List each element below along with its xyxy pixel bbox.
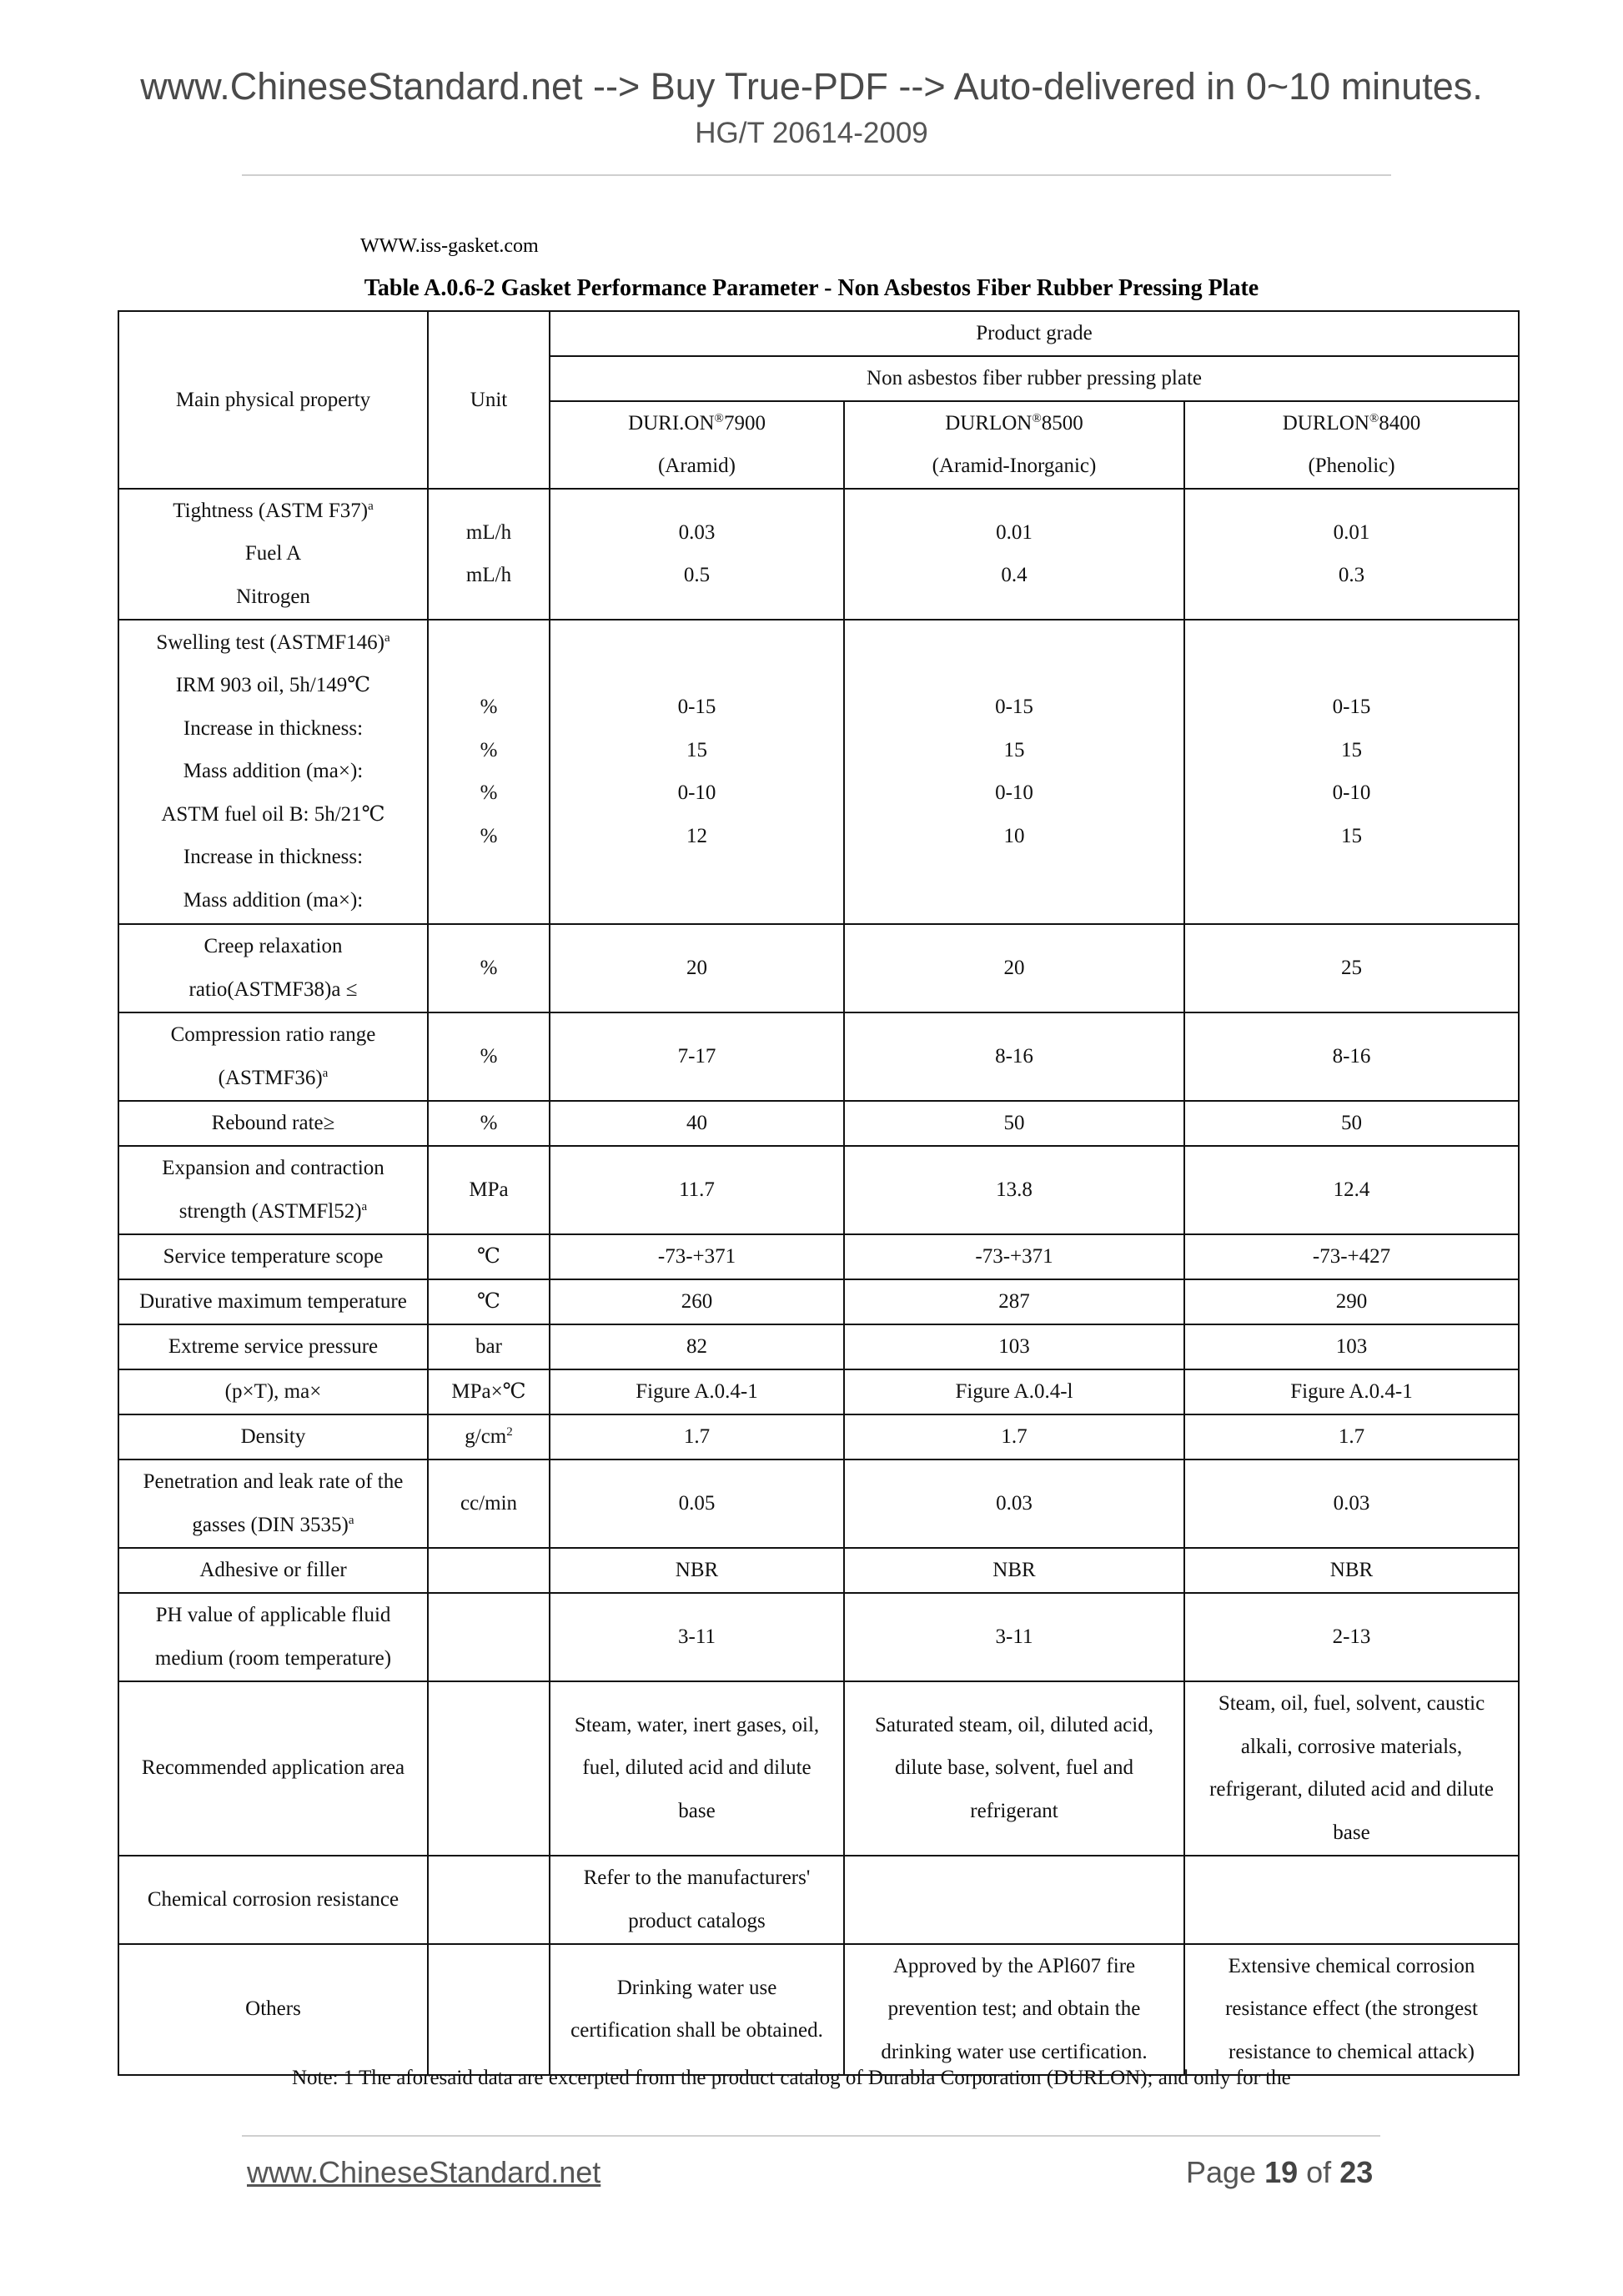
table-row (118, 1324, 1519, 1369)
grade-8500: DURLON®8500 (Aramid-Inorganic) (844, 401, 1184, 489)
table-row (118, 1681, 1519, 1856)
grade-7900: DURI.ON®7900 (Aramid) (550, 401, 844, 489)
penetration-7900: 0.05 (550, 1459, 844, 1548)
table-row (118, 620, 1519, 924)
density-unit: $g/cm^2$ (428, 1414, 550, 1459)
table-row (118, 924, 1519, 1012)
tightness-8400: 0.01 0.3 (1184, 489, 1519, 620)
expansion-8500: 13.8 (844, 1146, 1184, 1234)
tightness-unit: mL/h mL/h (428, 489, 550, 620)
density-7900: 1.7 (550, 1414, 844, 1459)
penetration-8500: 0.03 (844, 1459, 1184, 1548)
table-row (118, 489, 1519, 620)
website-label: WWW.iss-gasket.com (360, 235, 539, 257)
page-indicator: Page 19 of 23 (1186, 2155, 1374, 2189)
application-8400: Steam, oil, fuel, solvent, caustic alkali, corrosive materials, refrigerant, diluted acid and dilute base (1184, 1681, 1519, 1856)
durative-temp-label: Durative maximum temperature (118, 1279, 428, 1324)
ph-8500: 3-11 (844, 1593, 1184, 1681)
pxt-unit: MPa×℃ (428, 1369, 550, 1414)
others-label: Others (118, 1944, 428, 2075)
table-row (118, 1101, 1519, 1146)
table-row (118, 1146, 1519, 1234)
swelling-8400: 0-15 15 0-10 15 (1184, 620, 1519, 924)
penetration-unit: cc/min (428, 1459, 550, 1548)
swelling-8500: 0-15 15 0-10 10 (844, 620, 1184, 924)
chemical-7900: Refer to the manufacturers' product catalogs (550, 1856, 844, 1944)
rebound-8500: 50 (844, 1101, 1184, 1146)
footer-link[interactable]: www.ChineseStandard.net (247, 2155, 601, 2189)
density-8500: 1.7 (844, 1414, 1184, 1459)
pxt-8500: Figure A.0.4-l (844, 1369, 1184, 1414)
table-note: Note: 1 The aforesaid data are excerpted from the product catalog of Durabla Corporation (DURLON); and only for the (292, 2067, 1291, 2089)
rebound-7900: 40 (550, 1101, 844, 1146)
header-main-property: Main physical property (118, 311, 428, 489)
service-temp-unit: ℃ (428, 1234, 550, 1279)
standard-code: HG/T 20614-2009 (695, 117, 928, 149)
service-temp-label: Service temperature scope (118, 1234, 428, 1279)
table-row (118, 1414, 1519, 1459)
pressure-8400: 103 (1184, 1324, 1519, 1369)
durative-temp-8500: 287 (844, 1279, 1184, 1324)
tightness-8500: 0.01 0.4 (844, 489, 1184, 620)
grade-8400: DURLON®8400 (Phenolic) (1184, 401, 1519, 489)
compression-7900: 7-17 (550, 1012, 844, 1101)
table-row (118, 1459, 1519, 1548)
pxt-7900: Figure A.0.4-1 (550, 1369, 844, 1414)
table-row (118, 1593, 1519, 1681)
durative-temp-8400: 290 (1184, 1279, 1519, 1324)
pressure-7900: 82 (550, 1324, 844, 1369)
header-material: Non asbestos fiber rubber pressing plate (550, 356, 1519, 401)
table-row (118, 1856, 1519, 1944)
table-row (118, 1234, 1519, 1279)
tightness-label: Tightness (ASTM F37)$^a$ Fuel A Nitrogen (118, 489, 428, 620)
creep-7900: 20 (550, 924, 844, 1012)
rebound-label: Rebound rate≥ (118, 1101, 428, 1146)
adhesive-7900: NBR (550, 1548, 844, 1593)
creep-label: Creep relaxation ratio(ASTMF38)a ≤ (118, 924, 428, 1012)
table-row (118, 1279, 1519, 1324)
application-label: Recommended application area (118, 1681, 428, 1856)
rebound-8400: 50 (1184, 1101, 1519, 1146)
header-divider (242, 174, 1391, 176)
creep-unit: % (428, 924, 550, 1012)
compression-unit: % (428, 1012, 550, 1101)
table-row (118, 1012, 1519, 1101)
service-temp-8400: -73-+427 (1184, 1234, 1519, 1279)
pressure-unit: bar (428, 1324, 550, 1369)
pressure-8500: 103 (844, 1324, 1184, 1369)
chemical-label: Chemical corrosion resistance (118, 1856, 428, 1944)
ph-label: PH value of applicable fluid medium (room temperature) (118, 1593, 428, 1681)
adhesive-8400: NBR (1184, 1548, 1519, 1593)
application-8500: Saturated steam, oil, diluted acid, dilute base, solvent, fuel and refrigerant (844, 1681, 1184, 1856)
table-title: Table A.0.6-2 Gasket Performance Parameter - Non Asbestos Fiber Rubber Pressing Plate (364, 275, 1259, 301)
adhesive-8500: NBR (844, 1548, 1184, 1593)
expansion-label: Expansion and contraction strength (ASTMFl52)$^a$ (118, 1146, 428, 1234)
ph-8400: 2-13 (1184, 1593, 1519, 1681)
penetration-8400: 0.03 (1184, 1459, 1519, 1548)
durative-temp-7900: 260 (550, 1279, 844, 1324)
application-unit (428, 1681, 550, 1856)
swelling-7900: 0-15 15 0-10 12 (550, 620, 844, 924)
expansion-unit: MPa (428, 1146, 550, 1234)
adhesive-unit (428, 1548, 550, 1593)
others-8500: Approved by the APl607 fire prevention test; and obtain the drinking water use certification. (844, 1944, 1184, 2075)
service-temp-8500: -73-+371 (844, 1234, 1184, 1279)
pressure-label: Extreme service pressure (118, 1324, 428, 1369)
others-7900: Drinking water use certification shall be obtained. (550, 1944, 844, 2075)
rebound-unit: % (428, 1101, 550, 1146)
others-unit (428, 1944, 550, 2075)
swelling-label: Swelling test (ASTMF146)$^a$ IRM 903 oil, 5h/149℃ Increase in thickness: Mass addition (ma×): ASTM fuel oil B: 5h/21℃ Increase in thickness: Mass addition (ma×): (118, 620, 428, 924)
density-label: Density (118, 1414, 428, 1459)
footer-divider (242, 2135, 1380, 2137)
chemical-8400 (1184, 1856, 1519, 1944)
swelling-unit: % % % % (428, 620, 550, 924)
adhesive-label: Adhesive or filler (118, 1548, 428, 1593)
compression-8400: 8-16 (1184, 1012, 1519, 1101)
density-8400: 1.7 (1184, 1414, 1519, 1459)
durative-temp-unit: ℃ (428, 1279, 550, 1324)
table-row (118, 1369, 1519, 1414)
expansion-7900: 11.7 (550, 1146, 844, 1234)
creep-8400: 25 (1184, 924, 1519, 1012)
compression-label: Compression ratio range (ASTMF36)$^a$ (118, 1012, 428, 1101)
pxt-label: (p×T), ma× (118, 1369, 428, 1414)
gasket-performance-table (118, 310, 1520, 2076)
banner-text[interactable]: www.ChineseStandard.net --> Buy True-PDF --> Auto-delivered in 0~10 minutes. (140, 65, 1483, 108)
expansion-8400: 12.4 (1184, 1146, 1519, 1234)
chemical-8500 (844, 1856, 1184, 1944)
ph-7900: 3-11 (550, 1593, 844, 1681)
pxt-8400: Figure A.0.4-1 (1184, 1369, 1519, 1414)
creep-8500: 20 (844, 924, 1184, 1012)
chemical-unit (428, 1856, 550, 1944)
table-row (118, 1548, 1519, 1593)
compression-8500: 8-16 (844, 1012, 1184, 1101)
table-row (118, 1944, 1519, 2075)
service-temp-7900: -73-+371 (550, 1234, 844, 1279)
application-7900: Steam, water, inert gases, oil, fuel, diluted acid and dilute base (550, 1681, 844, 1856)
header-product-grade: Product grade (550, 311, 1519, 356)
penetration-label: Penetration and leak rate of the gasses (DIN 3535)$^a$ (118, 1459, 428, 1548)
header-unit: Unit (428, 311, 550, 489)
others-8400: Extensive chemical corrosion resistance effect (the strongest resistance to chemical attack) (1184, 1944, 1519, 2075)
ph-unit (428, 1593, 550, 1681)
tightness-7900: 0.03 0.5 (550, 489, 844, 620)
